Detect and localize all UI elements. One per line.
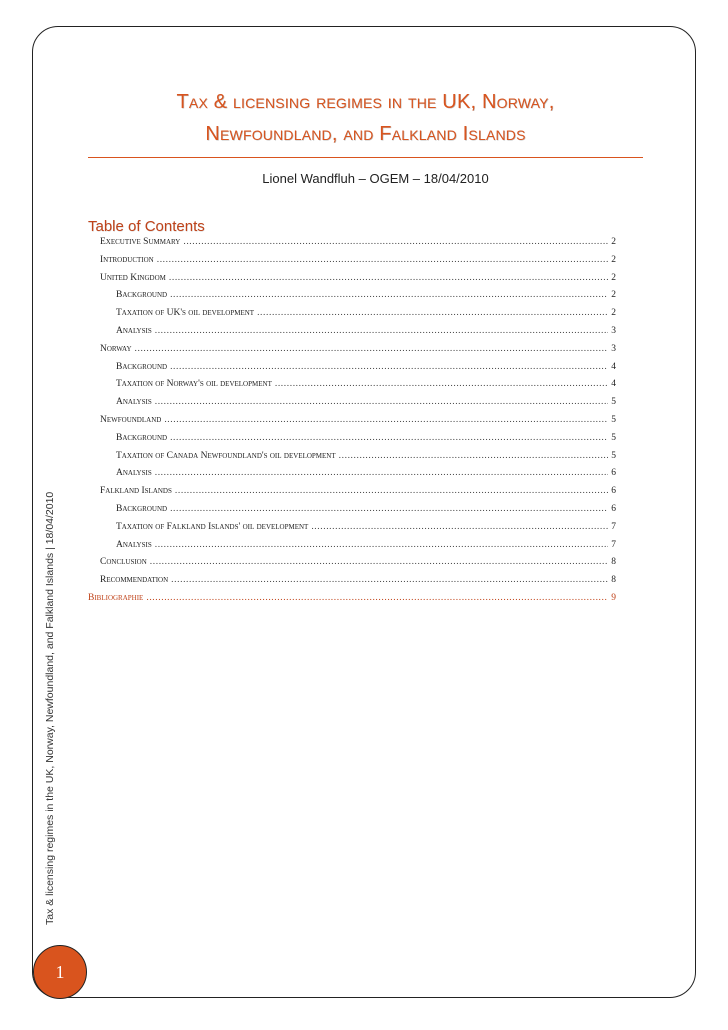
toc-entry-label: Bibliographie (88, 592, 144, 603)
toc-entry[interactable] (88, 557, 616, 575)
toc-entry[interactable] (88, 451, 616, 469)
toc-dot-leader (157, 255, 609, 265)
toc-heading: Table of Contents (88, 218, 205, 235)
toc-entry-page: 5 (611, 397, 616, 408)
toc-entry[interactable] (88, 290, 616, 308)
toc-entry-page: 6 (611, 486, 616, 497)
toc-entry-label: Falkland Islands (100, 486, 172, 497)
toc-dot-leader (183, 237, 608, 247)
toc-dot-leader (169, 273, 608, 283)
toc-entry-label: Background (116, 290, 168, 301)
toc-entry-label: Analysis (116, 539, 152, 550)
title-divider (88, 157, 643, 158)
table-of-contents (88, 237, 616, 611)
toc-entry[interactable] (88, 433, 616, 451)
toc-entry-page: 8 (611, 557, 616, 568)
toc-entry-label: Recommendation (100, 575, 169, 586)
document-title (88, 86, 643, 150)
toc-entry-page: 6 (611, 503, 616, 514)
toc-entry[interactable] (88, 273, 616, 291)
toc-entry-label: Executive Summary (100, 237, 181, 247)
title-line-1: Tax & licensing regimes in the UK, Norway, (176, 91, 555, 113)
toc-entry-page: 3 (611, 343, 616, 354)
toc-dot-leader (171, 575, 608, 585)
toc-entry-page: 4 (611, 361, 616, 372)
toc-dot-leader (170, 504, 608, 514)
title-line-2: Newfoundland, and Falkland Islands (205, 123, 526, 145)
toc-entry-page: 5 (611, 432, 616, 443)
toc-dot-leader (150, 557, 608, 567)
toc-dot-leader (164, 415, 608, 425)
toc-entry-label: United Kingdom (100, 272, 166, 283)
toc-entry-label: Background (116, 503, 168, 514)
toc-dot-leader (146, 593, 608, 603)
toc-entry[interactable] (88, 397, 616, 415)
toc-dot-leader (155, 326, 609, 336)
toc-entry[interactable] (88, 415, 616, 433)
toc-dot-leader (339, 451, 609, 461)
toc-entry[interactable] (88, 308, 616, 326)
toc-entry[interactable] (88, 379, 616, 397)
toc-entry-page: 5 (611, 450, 616, 461)
toc-entry[interactable] (88, 362, 616, 380)
toc-entry-page: 6 (611, 468, 616, 479)
toc-entry[interactable] (88, 540, 616, 558)
toc-entry-label: Analysis (116, 397, 152, 408)
toc-entry[interactable] (88, 522, 616, 540)
toc-entry[interactable] (88, 255, 616, 273)
toc-entry-label: Analysis (116, 325, 152, 336)
toc-dot-leader (175, 486, 608, 496)
toc-entry[interactable] (88, 326, 616, 344)
toc-entry-page: 2 (611, 254, 616, 265)
toc-entry-page: 9 (611, 592, 616, 603)
toc-entry-label: Taxation of Canada Newfoundland's oil development (116, 450, 336, 461)
toc-entry-page: 4 (611, 379, 616, 390)
toc-entry-label: Newfoundland (100, 414, 162, 425)
toc-entry-page: 2 (611, 308, 616, 319)
toc-dot-leader (170, 290, 608, 300)
toc-entry[interactable] (88, 504, 616, 522)
toc-dot-leader (155, 540, 609, 550)
toc-entry-page: 2 (611, 272, 616, 283)
toc-entry-label: Analysis (116, 468, 152, 479)
toc-entry-label: Norway (100, 343, 132, 354)
toc-dot-leader (155, 397, 609, 407)
toc-entry[interactable] (88, 486, 616, 504)
toc-entry-page: 7 (611, 539, 616, 550)
toc-entry-label: Introduction (100, 254, 154, 265)
toc-entry-page: 2 (611, 290, 616, 301)
toc-entry-page: 2 (611, 237, 616, 247)
page-number: 1 (55, 961, 65, 982)
document-subtitle: Lionel Wandfluh – OGEM – 18/04/2010 (262, 171, 489, 186)
page-number-badge (33, 945, 87, 999)
toc-entry-page: 7 (611, 521, 616, 532)
toc-dot-leader (257, 308, 608, 318)
toc-entry-label: Conclusion (100, 557, 147, 568)
toc-entry[interactable] (88, 593, 616, 611)
toc-entry-label: Taxation of Norway's oil development (116, 379, 272, 390)
toc-entry[interactable] (88, 468, 616, 486)
toc-dot-leader (155, 468, 609, 478)
toc-entry-label: Taxation of Falkland Islands' oil development (116, 521, 309, 532)
toc-dot-leader (275, 379, 608, 389)
toc-dot-leader (170, 362, 608, 372)
toc-entry-page: 5 (611, 414, 616, 425)
toc-entry[interactable] (88, 237, 616, 255)
toc-dot-leader (170, 433, 608, 443)
toc-entry[interactable] (88, 575, 616, 593)
toc-entry-page: 8 (611, 575, 616, 586)
toc-entry-label: Background (116, 361, 168, 372)
toc-entry-page: 3 (611, 325, 616, 336)
toc-entry-label: Background (116, 432, 168, 443)
toc-dot-leader (135, 344, 609, 354)
toc-entry[interactable] (88, 344, 616, 362)
toc-dot-leader (311, 522, 608, 532)
side-header-text: Tax & licensing regimes in the UK, Norway, Newfoundland, and Falkland Islands | 18/04/2010 (44, 491, 56, 925)
toc-entry-label: Taxation of UK's oil development (116, 308, 255, 319)
